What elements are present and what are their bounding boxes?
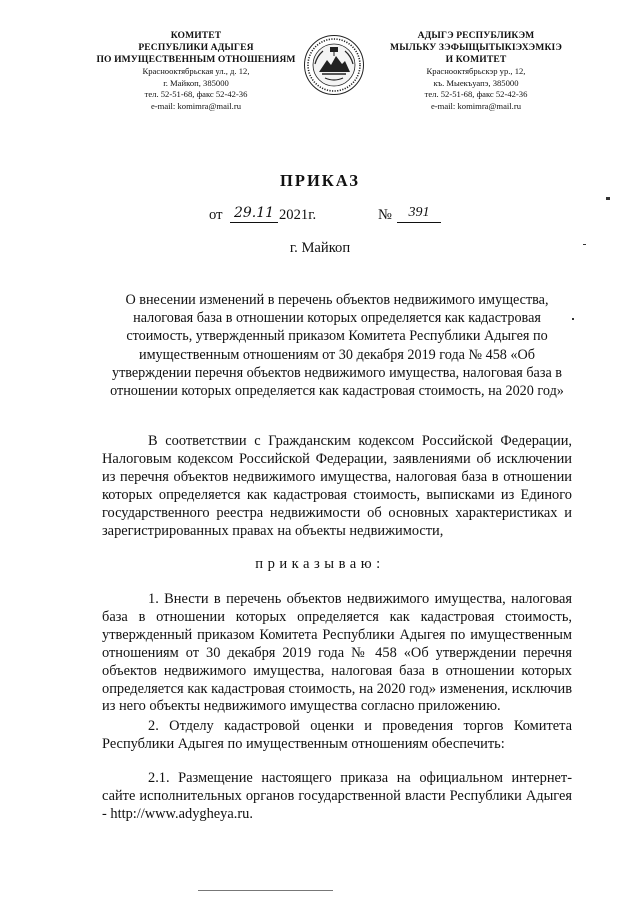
org-name-line: КОМИТЕТ	[170, 30, 222, 41]
scan-speck	[572, 318, 574, 320]
header-left	[96, 30, 296, 112]
document-title: ПРИКАЗ	[280, 171, 360, 190]
org-address: Краснооктябрьская ул., д. 12,	[142, 66, 250, 76]
subject-line: отношении которых определяется как кадастровая стоимость, на 2020 год»	[110, 383, 564, 400]
org-name-line: И КОМИТЕТ	[445, 54, 507, 65]
order-date: 29.11	[230, 205, 278, 223]
org-phone: тел. 52-51-68, факс 52-42-36	[144, 89, 248, 100]
document-city: г. Майкоп	[289, 240, 351, 256]
subject-line: имущественным отношениям от 30 декабря 2019 года № 458 «Об	[138, 346, 535, 363]
org-email: e-mail: komimra@mail.ru	[430, 100, 521, 111]
scan-speck	[606, 197, 610, 200]
number-label: №	[378, 207, 392, 223]
header-right	[376, 30, 576, 112]
org-name-line: АДЫГЭ РЕСПУБЛИКЭМ	[417, 30, 535, 41]
subject-line: налоговая база в отношении которых определяется как кадастровая	[133, 310, 541, 327]
item-2-1-paragraph: 2.1. Размещение настоящего приказа на официальном интернет-сайте исполнительных органов государственной власти Республики Адыгея - http://www.adygheya.ru.	[102, 770, 572, 822]
org-name-line: МЫЛЬКУ ЗЭФЫЩЫТЫКIЭХЭМКIЭ	[390, 42, 562, 53]
org-name-line: ПО ИМУЩЕСТВЕННЫМ ОТНОШЕНИЯМ	[96, 54, 296, 65]
org-address: Краснооктябрьскэр ур., 12,	[426, 66, 526, 76]
order-subject	[96, 291, 578, 400]
from-label: от	[209, 207, 223, 223]
subject-line: утверждении перечня объектов недвижимого имущества, налоговая база в	[111, 364, 563, 381]
item-2-paragraph: 2. Отделу кадастровой оценки и проведения торгов Комитета Республики Адыгея по имущественным отношениям обеспечить:	[102, 718, 572, 752]
org-email: e-mail: komimra@mail.ru	[150, 100, 241, 111]
org-city: г. Майкоп, 385000	[163, 77, 229, 88]
org-city: къ. Мыекъуапэ, 385000	[433, 77, 519, 88]
org-name-line: РЕСПУБЛИКИ АДЫГЕЯ	[138, 42, 254, 53]
subject-line: стоимость, утвержденный приказом Комитета Республики Адыгея по	[126, 328, 548, 345]
item-1-paragraph: 1. Внести в перечень объектов недвижимого имущества, налоговая база в отношении которых определяется как кадастровая стоимость, утвержденный приказом Комитета Республики Адыгея по имущественным отношениям от 30 декабря 2019 года № 458 «Об утверждении перечня объектов недвижимого имущества, налоговая база в отношении которых определяется как кадастровая стоимость, на 2020 год» изменения, исключив из него объекты недвижимого имущества согласно приложению.	[102, 591, 572, 715]
order-year: 2021г.	[279, 207, 317, 223]
subject-line: О внесении изменений в перечень объектов недвижимого имущества,	[125, 292, 549, 308]
bottom-rule	[198, 890, 333, 891]
order-date-number	[0, 207, 640, 229]
scan-speck	[583, 244, 586, 245]
order-number: 391	[397, 205, 441, 223]
decree-word: приказываю:	[255, 556, 385, 572]
preamble-paragraph: В соответствии с Гражданским кодексом Российской Федерации, Налоговым кодексом Российской Федерации, заявлениями об исключении из перечня объектов недвижимого имущества, налоговая база в отношении которых определяется как кадастровая стоимость, выписками из Единого государственного реестра недвижимости об основных характеристиках и зарегистрированных правах на объекты недвижимости,	[102, 433, 572, 539]
org-phone: тел. 52-51-68, факс 52-42-36	[424, 89, 528, 100]
coat-of-arms-icon	[303, 34, 365, 96]
